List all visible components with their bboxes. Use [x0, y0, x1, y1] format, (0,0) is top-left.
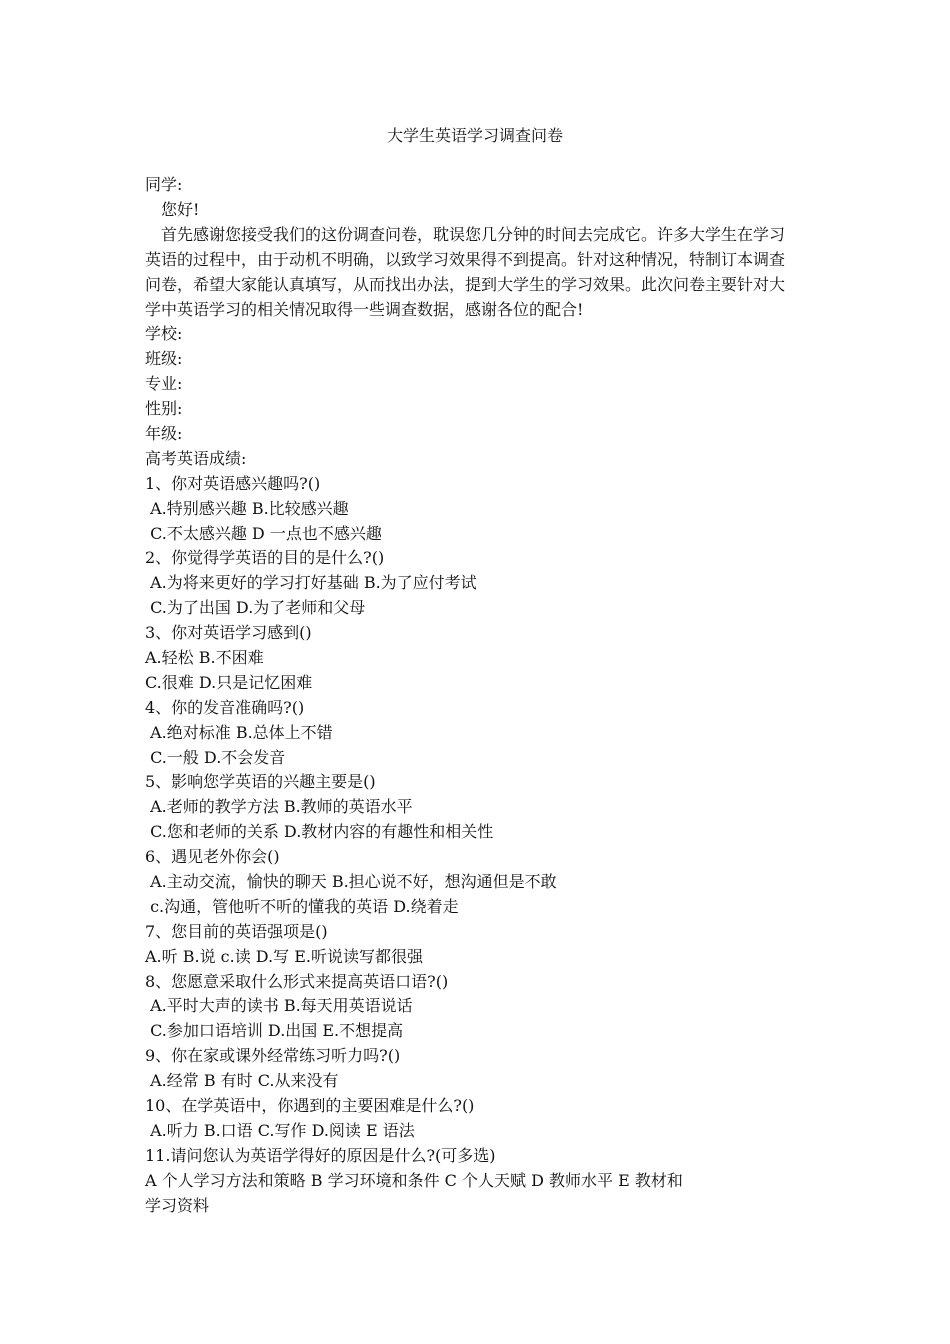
question-11-options-b: 学习资料 [145, 1195, 210, 1215]
question-5-options-a: A.老师的教学方法 B.教师的英语水平 [145, 797, 413, 817]
question-8-options-b: C.参加口语培训 D.出国 E.不想提高 [145, 1021, 404, 1041]
question-5-options-b: C.您和老师的关系 D.教材内容的有趣性和相关性 [145, 822, 494, 842]
question-11: 11.请问您认为英语学得好的原因是什么?(可多选) [145, 1145, 496, 1165]
document-body [145, 173, 795, 1218]
question-8-options-a: A.平时大声的读书 B.每天用英语说话 [145, 996, 413, 1016]
question-2-options-a: A.为将来更好的学习打好基础 B.为了应付考试 [145, 573, 477, 593]
question-10: 10、在学英语中，你遇到的主要困难是什么?() [145, 1096, 475, 1116]
question-1: 1、你对英语感兴趣吗?() [145, 473, 321, 493]
question-4-options-b: C.一般 D.不会发音 [145, 747, 286, 767]
question-1-options-b: C.不太感兴趣 D 一点也不感兴趣 [145, 523, 382, 543]
question-1-options-a: A.特别感兴趣 B.比较感兴趣 [145, 498, 349, 518]
question-7-options: A.听 B.说 c.读 D.写 E.听说读写都很强 [145, 946, 423, 966]
question-5: 5、影响您学英语的兴趣主要是() [145, 772, 376, 792]
question-4-options-a: A.绝对标准 B.总体上不错 [145, 722, 333, 742]
field-major: 专业: [145, 374, 183, 394]
field-grade: 年级: [145, 423, 183, 443]
question-3-options-b: C.很难 D.只是记忆困难 [145, 672, 313, 692]
greeting: 同学: [145, 175, 183, 194]
question-2: 2、你觉得学英语的目的是什么?() [145, 548, 385, 568]
question-3-options-a: A.轻松 B.不困难 [145, 647, 264, 667]
hello-line: 您好! [161, 199, 200, 219]
question-9: 9、你在家或课外经常练习听力吗?() [145, 1046, 401, 1066]
question-9-options: A.经常 B 有时 C.从来没有 [145, 1071, 339, 1091]
question-7: 7、您目前的英语强项是() [145, 921, 328, 941]
question-11-options-a: A 个人学习方法和策略 B 学习环境和条件 C 个人天赋 D 教师水平 E 教材和 [145, 1170, 683, 1190]
question-2-options-b: C.为了出国 D.为了老师和父母 [145, 598, 366, 618]
question-6: 6、遇见老外你会() [145, 847, 280, 867]
question-6-options-a: A.主动交流，愉快的聊天 B.担心说不好，想沟通但是不敢 [145, 872, 557, 891]
question-6-options-b: c.沟通，管他听不听的懂我的英语 D.绕着走 [145, 896, 459, 916]
question-4: 4、你的发音准确吗?() [145, 697, 305, 717]
field-school: 学校: [145, 324, 183, 344]
intro-paragraph: 首先感谢您接受我们的这份调查问卷，耽误您几分钟的时间去完成它。许多大学生在学习英语的过程中，由于动机不明确，以致学习效果得不到提高。针对这种情况，特制订本调查问卷，希望大家能认真填写，从而找出办法，提到大学生的学习效果。此次问卷主要针对大学中英语学习的相关情况取得一些调查数据，感谢各位的配合! [145, 224, 786, 319]
question-10-options: A.听力 B.口语 C.写作 D.阅读 E 语法 [145, 1120, 415, 1140]
field-gender: 性别: [145, 399, 183, 419]
document-title: 大学生英语学习调查问卷 [386, 126, 563, 145]
question-3: 3、你对英语学习感到() [145, 623, 312, 643]
field-score: 高考英语成绩: [145, 448, 247, 468]
field-class: 班级: [145, 349, 183, 369]
question-8: 8、您愿意采取什么形式来提高英语口语?() [145, 971, 449, 991]
